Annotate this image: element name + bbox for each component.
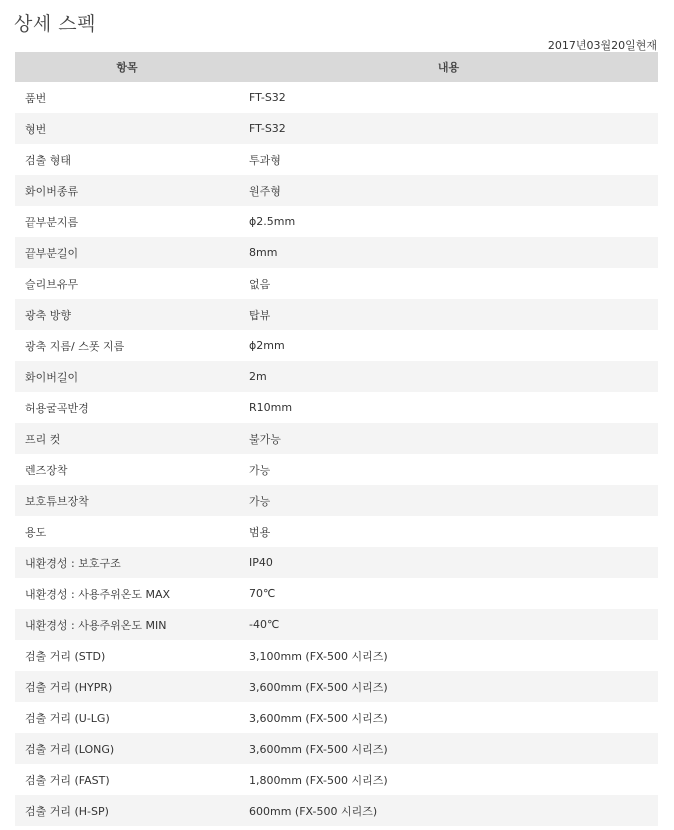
table-row bbox=[15, 299, 658, 330]
spec-value-cell: 3,600mm (FX-500 시리즈) bbox=[239, 671, 658, 702]
table-row bbox=[15, 144, 658, 175]
spec-item-cell: 검출 형태 bbox=[15, 144, 239, 175]
table-row bbox=[15, 113, 658, 144]
spec-item-cell: 검출 거리 (HYPR) bbox=[15, 671, 239, 702]
table-row bbox=[15, 392, 658, 423]
spec-value-cell: 70℃ bbox=[239, 578, 658, 609]
spec-value-cell: 3,100mm (FX-500 시리즈) bbox=[239, 640, 658, 671]
spec-item-cell: 프리 컷 bbox=[15, 423, 239, 454]
spec-value-cell: 투과형 bbox=[239, 144, 658, 175]
date-note: 2017년03월20일현재 bbox=[547, 39, 657, 52]
spec-value-cell: 가능 bbox=[239, 454, 658, 485]
table-row bbox=[15, 516, 658, 547]
spec-value-cell: 8mm bbox=[239, 237, 658, 268]
spec-item-cell: 보호튜브장착 bbox=[15, 485, 239, 516]
header-item: 항목 bbox=[15, 52, 239, 82]
spec-item-cell: 광축 지름/ 스폿 지름 bbox=[15, 330, 239, 361]
header-value: 내용 bbox=[239, 52, 658, 82]
spec-value-cell: 탑뷰 bbox=[239, 299, 658, 330]
table-row bbox=[15, 206, 658, 237]
table-row bbox=[15, 175, 658, 206]
spec-value-cell: 원주형 bbox=[239, 175, 658, 206]
spec-value-cell: 불가능 bbox=[239, 423, 658, 454]
spec-item-cell: 형번 bbox=[15, 113, 239, 144]
table-row bbox=[15, 547, 658, 578]
spec-value-cell: -40℃ bbox=[239, 609, 658, 640]
spec-table bbox=[15, 52, 658, 826]
spec-value-cell: 2m bbox=[239, 361, 658, 392]
table-row bbox=[15, 609, 658, 640]
spec-item-cell: 광축 방향 bbox=[15, 299, 239, 330]
table-row bbox=[15, 82, 658, 113]
spec-item-cell: 검출 거리 (H-SP) bbox=[15, 795, 239, 826]
page-title: 상세 스펙 bbox=[14, 13, 96, 35]
spec-value-cell: 가능 bbox=[239, 485, 658, 516]
table-row bbox=[15, 237, 658, 268]
spec-item-cell: 허용굴곡반경 bbox=[15, 392, 239, 423]
spec-value-cell: 3,600mm (FX-500 시리즈) bbox=[239, 733, 658, 764]
spec-value-cell: 없음 bbox=[239, 268, 658, 299]
spec-value-cell: IP40 bbox=[239, 547, 658, 578]
table-row bbox=[15, 361, 658, 392]
table-row bbox=[15, 733, 658, 764]
spec-item-cell: 내환경성 : 보호구조 bbox=[15, 547, 239, 578]
table-row bbox=[15, 795, 658, 826]
spec-item-cell: 품번 bbox=[15, 82, 239, 113]
spec-item-cell: 내환경성 : 사용주위온도 MIN bbox=[15, 609, 239, 640]
table-row bbox=[15, 764, 658, 795]
table-row bbox=[15, 485, 658, 516]
spec-value-cell: ϕ2.5mm bbox=[239, 206, 658, 237]
table-row bbox=[15, 640, 658, 671]
table-row bbox=[15, 454, 658, 485]
spec-value-cell: 범용 bbox=[239, 516, 658, 547]
table-row bbox=[15, 330, 658, 361]
spec-value-cell: FT-S32 bbox=[239, 113, 658, 144]
spec-item-cell: 검출 거리 (U-LG) bbox=[15, 702, 239, 733]
spec-item-cell: 렌즈장착 bbox=[15, 454, 239, 485]
spec-item-cell: 검출 거리 (LONG) bbox=[15, 733, 239, 764]
spec-item-cell: 내환경성 : 사용주위온도 MAX bbox=[15, 578, 239, 609]
spec-value-cell: 600mm (FX-500 시리즈) bbox=[239, 795, 658, 826]
table-row bbox=[15, 423, 658, 454]
spec-item-cell: 화이버길이 bbox=[15, 361, 239, 392]
table-row bbox=[15, 671, 658, 702]
spec-value-cell: FT-S32 bbox=[239, 82, 658, 113]
spec-value-cell: 1,800mm (FX-500 시리즈) bbox=[239, 764, 658, 795]
spec-table-body bbox=[15, 82, 658, 826]
spec-item-cell: 검출 거리 (FAST) bbox=[15, 764, 239, 795]
spec-value-cell: 3,600mm (FX-500 시리즈) bbox=[239, 702, 658, 733]
spec-value-cell: R10mm bbox=[239, 392, 658, 423]
spec-item-cell: 슬리브유무 bbox=[15, 268, 239, 299]
spec-item-cell: 끝부분지름 bbox=[15, 206, 239, 237]
spec-item-cell: 검출 거리 (STD) bbox=[15, 640, 239, 671]
table-row bbox=[15, 702, 658, 733]
spec-item-cell: 용도 bbox=[15, 516, 239, 547]
table-row bbox=[15, 268, 658, 299]
spec-item-cell: 화이버종류 bbox=[15, 175, 239, 206]
spec-item-cell: 끝부분길이 bbox=[15, 237, 239, 268]
spec-value-cell: ϕ2mm bbox=[239, 330, 658, 361]
table-row bbox=[15, 578, 658, 609]
table-header-row bbox=[15, 52, 658, 82]
